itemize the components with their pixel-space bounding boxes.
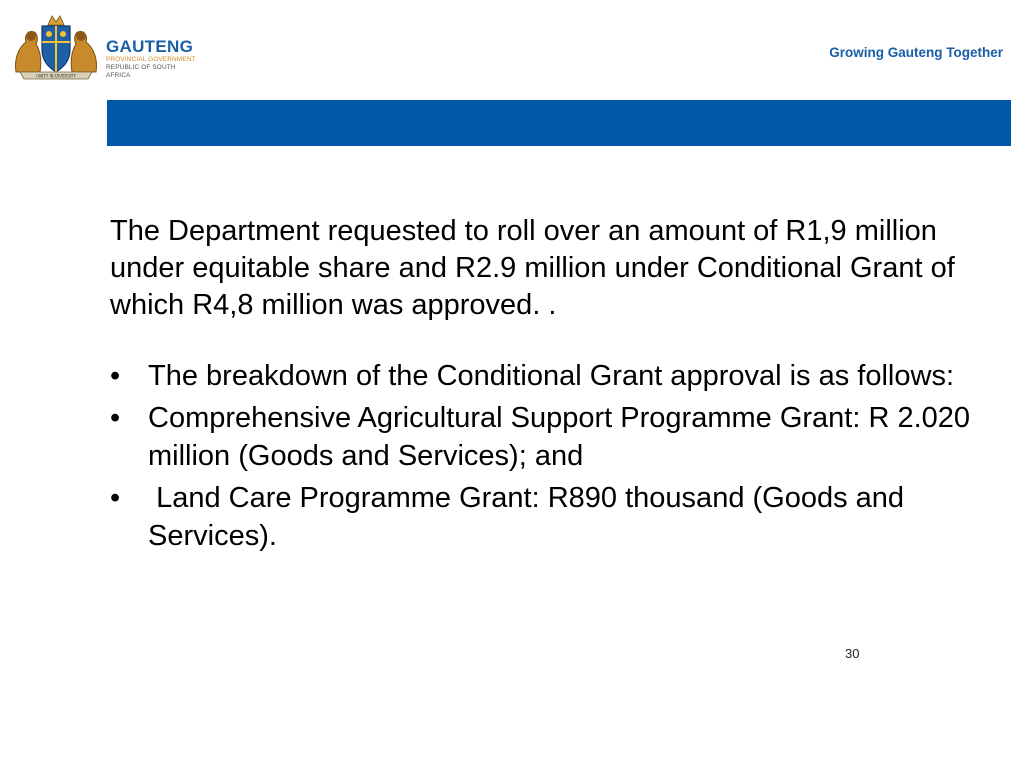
coat-of-arms-icon xyxy=(10,12,102,80)
bullet-icon: • xyxy=(110,482,121,514)
bullet-list xyxy=(110,357,990,555)
intro-paragraph: The Department requested to roll over an amount of R1,9 million under equitable share and R2.9 million under Conditional Grant of which R4,8 million was approved. . xyxy=(110,215,955,321)
bullet-item xyxy=(110,479,990,555)
logo-wordmark xyxy=(106,38,200,80)
logo-subtitle-republic: REPUBLIC OF SOUTH AFRICA xyxy=(106,64,176,79)
title-bar xyxy=(107,100,1011,146)
crest-motto: UNITY IN DIVERSITY xyxy=(36,73,76,79)
logo-subtitle-provincial: PROVINCIAL GOVERNMENT xyxy=(106,56,196,63)
page-number: 30 xyxy=(845,646,860,661)
bullet-text: Land Care Programme Grant: R890 thousand (Goods and Services). xyxy=(148,482,913,552)
bullet-icon: • xyxy=(110,360,121,392)
bullet-icon: • xyxy=(110,402,121,434)
bullet-item xyxy=(110,399,990,475)
slide-body xyxy=(110,213,990,559)
logo-name: GAUTENG xyxy=(106,37,194,56)
bullet-text: Comprehensive Agricultural Support Programme Grant: R 2.020 million (Goods and Services); and xyxy=(148,402,971,472)
bullet-text: The breakdown of the Conditional Grant approval is as follows: xyxy=(148,360,954,392)
tagline: Growing Gauteng Together xyxy=(829,45,1003,60)
bullet-item xyxy=(110,357,990,395)
gauteng-logo xyxy=(10,12,200,80)
